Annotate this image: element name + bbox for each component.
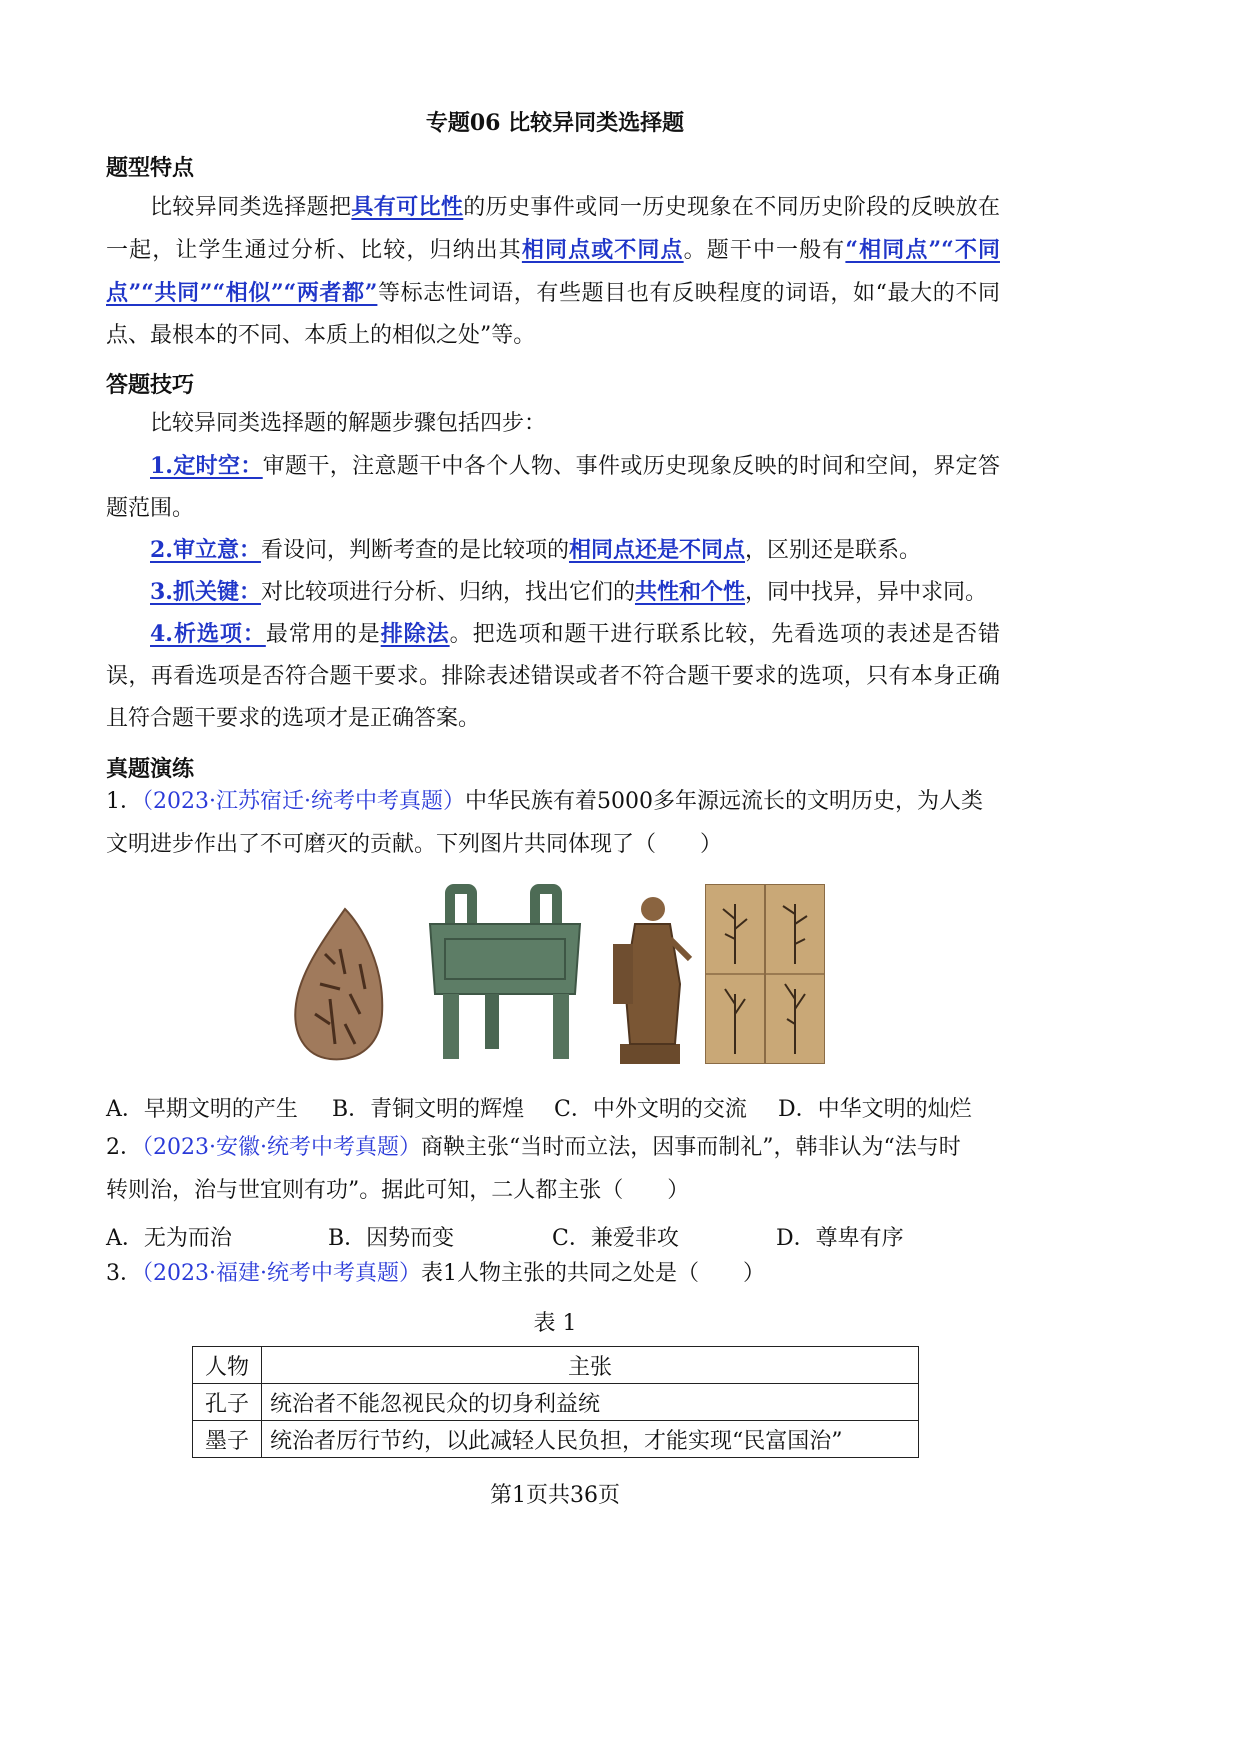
step-label: 1.定时空： (150, 453, 263, 479)
oracle-bone-image (290, 904, 390, 1064)
section-heading-skills: 答题技巧 (106, 372, 195, 398)
highlight-text: 排除法 (380, 621, 450, 647)
text-run: 最常用的是 (265, 622, 381, 647)
text-run: 。把选项和题干进行联系比较，先看选项的表述是否错误，再看选项是否符合题干要求。排除表述错误或者不符合题干要求的选项，只有本身正确且符合题干要求的选项才是正确答案。 (106, 622, 1000, 731)
table-row (193, 1421, 919, 1458)
question-text: 商鞅主张“当时而立法，因事而制礼”，韩非认为“法与时 (420, 1135, 961, 1160)
q2-stem-line2: 转则治，治与世宜则有功”。据此可知，二人都主张（ ） (106, 1178, 690, 1203)
table-cell: 孔子 (193, 1384, 262, 1421)
text-run: ，区别还是联系。 (745, 538, 922, 563)
text-run: 看设问，判断考查的是比较项的 (260, 538, 569, 563)
text-run: 等标志性词语，有些题目也有反映程度的词语，如“最大的不同点、最根本的不同、本质上的相似之处”等。 (106, 281, 1000, 348)
table-cell: 统治者不能忽视民众的切身利益统 (262, 1384, 919, 1421)
q1-options (106, 1092, 1006, 1123)
q2-options (106, 1221, 1006, 1252)
question-number: 3． (106, 1261, 142, 1286)
question-number: 2． (106, 1135, 142, 1160)
q1-stem-line2: 文明进步作出了不可磨灭的贡献。下列图片共同体现了（ ） (106, 832, 723, 857)
option-b[interactable]: B．青铜文明的辉煌 (332, 1097, 525, 1122)
text-run: 的历史事件或同一历史现象在不同历史阶段的反映放在一起，让学生通过分析、比较，归纳出其 (106, 195, 1000, 263)
step-1 (106, 445, 1000, 530)
highlight-text: 相同点或不同点 (521, 237, 684, 263)
highlight-text: 相同点还是不同点 (568, 537, 745, 563)
option-c[interactable]: C．中外文明的交流 (554, 1097, 747, 1122)
step-label: 3.抓关键： (150, 579, 261, 605)
step-3 (106, 571, 1000, 614)
option-d[interactable]: D．中华文明的灿烂 (778, 1097, 972, 1122)
table-row (193, 1384, 919, 1421)
features-paragraph (106, 186, 1000, 357)
question-number: 1． (106, 789, 142, 814)
question-source: （2023·福建·统考中考真题） (142, 1261, 421, 1286)
option-b[interactable]: B．因势而变 (328, 1226, 455, 1251)
table-caption: 表 1 (533, 1311, 577, 1336)
text-run: 。题干中一般有 (683, 238, 846, 263)
table-header-row (193, 1347, 919, 1384)
q2-stem-line1 (106, 1127, 961, 1169)
highlight-text: 具有可比性 (351, 194, 464, 220)
herbal-book-image (705, 884, 825, 1064)
skills-intro: 比较异同类选择题的解题步骤包括四步： (150, 411, 547, 436)
q3-table (192, 1346, 919, 1458)
option-a[interactable]: A．早期文明的产生 (106, 1097, 298, 1122)
section-heading-practice: 真题演练 (106, 756, 195, 782)
section-heading-features: 题型特点 (106, 155, 195, 181)
option-a[interactable]: A．无为而治 (106, 1226, 232, 1251)
text-run: ，同中找异，异中求同。 (745, 580, 988, 605)
step-label: 4.析选项： (150, 621, 266, 647)
table-cell: 统治者厉行节约，以此减轻人民负担，才能实现“民富国治” (262, 1421, 919, 1458)
text-run: 对比较项进行分析、归纳，找出它们的 (260, 580, 635, 605)
page-footer: 第1页共36页 (490, 1483, 620, 1508)
text-run: 审题干，注意题干中各个人物、事件或历史现象反映的时间和空间，界定答题范围。 (106, 454, 1000, 521)
highlight-text: 共性和个性 (634, 579, 745, 605)
question-source: （2023·安徽·统考中考真题） (142, 1135, 421, 1160)
step-2 (106, 529, 1000, 572)
option-c[interactable]: C．兼爱非攻 (552, 1226, 679, 1251)
step-4 (106, 613, 1000, 740)
table-cell: 墨子 (193, 1421, 262, 1458)
text-run: 比较异同类选择题把 (150, 195, 352, 220)
highlight-text: “相同点”“不同点”“共同”“相似”“两者都” (106, 237, 1000, 306)
q1-stem-line1 (106, 781, 983, 823)
q1-figures (290, 884, 830, 1064)
step-label: 2.审立意： (150, 537, 261, 563)
question-text: 中华民族有着5000多年源远流长的文明历史，为人类 (464, 789, 983, 814)
option-d[interactable]: D．尊卑有序 (776, 1226, 904, 1251)
q3-stem (106, 1253, 765, 1295)
question-source: （2023·江苏宿迁·统考中考真题） (142, 789, 465, 814)
table-header-cell: 主张 (262, 1347, 919, 1384)
statue-image (605, 884, 695, 1064)
page-title: 专题06 比较异同类选择题 (425, 110, 685, 136)
bronze-ding-image (415, 884, 595, 1064)
table-header-cell: 人物 (193, 1347, 262, 1384)
question-text: 表1人物主张的共同之处是（ ） (420, 1261, 765, 1286)
